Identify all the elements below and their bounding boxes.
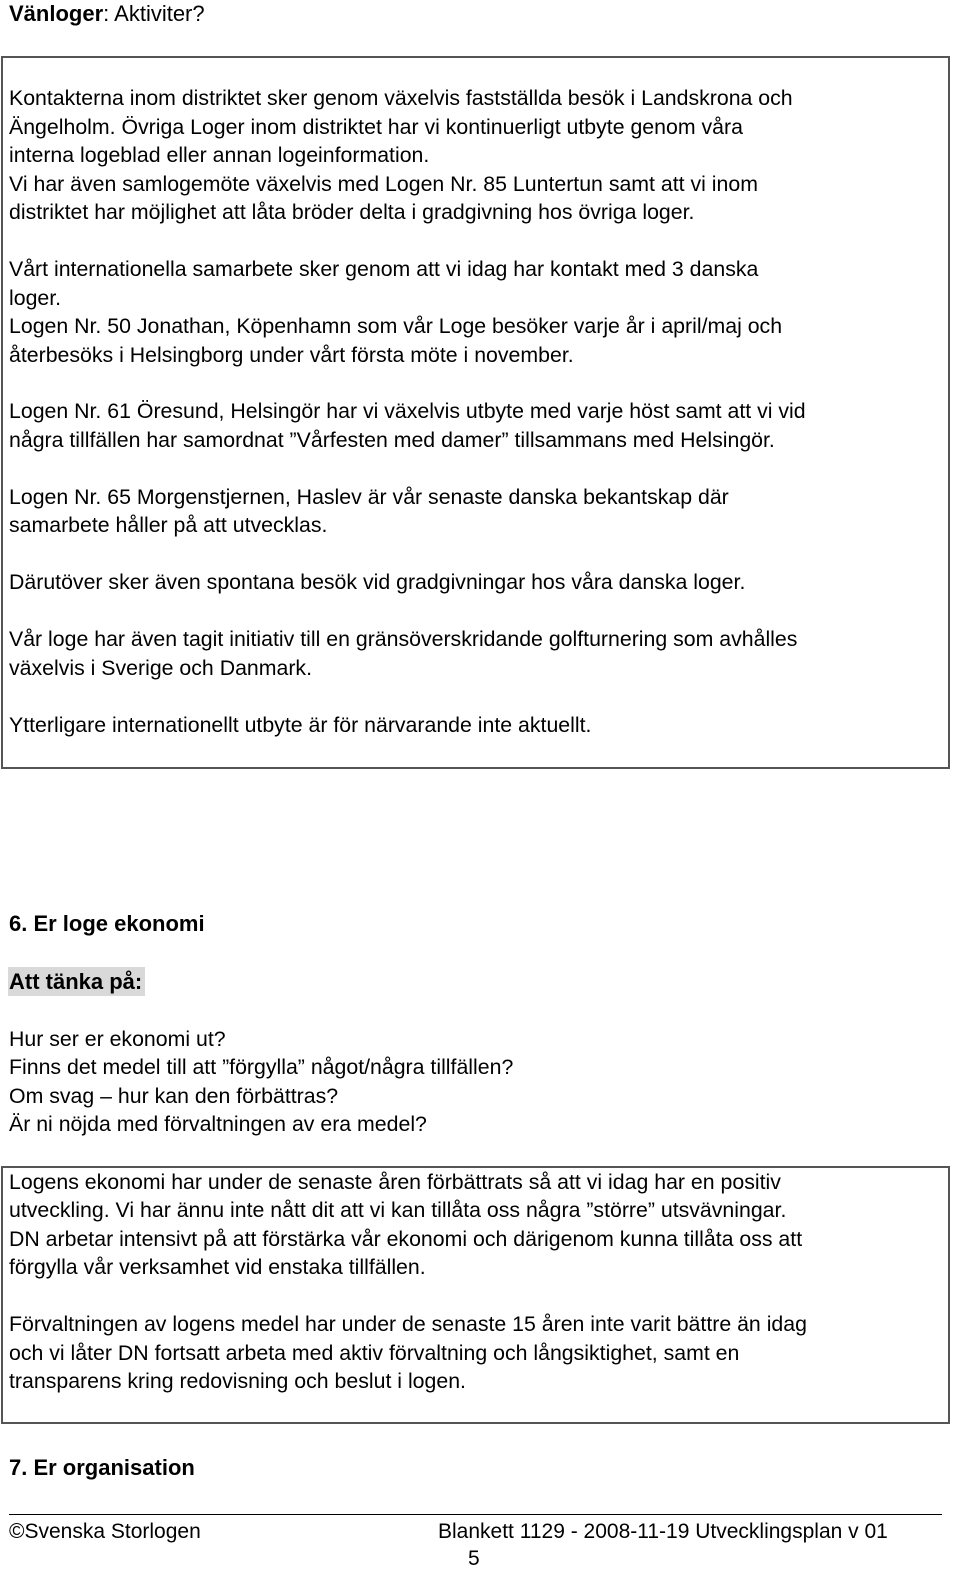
box1-line: Därutöver sker även spontana besök vid gradgivningar hos våra danska loger. (9, 570, 746, 594)
box1-line: Vi har även samlogemöte växelvis med Logen Nr. 85 Luntertun samt att vi inom (9, 172, 758, 196)
box1-line: Logen Nr. 65 Morgenstjernen, Haslev är vår senaste danska bekantskap där (9, 485, 729, 509)
box2-line: och vi låter DN fortsatt arbeta med aktiv förvaltning och långsiktighet, samt en (9, 1341, 740, 1365)
box2-line: Logens ekonomi har under de senaste åren förbättrats så att vi idag har en positiv (9, 1170, 781, 1194)
page-heading-bold: Vänloger (9, 1, 104, 26)
box1-line: Logen Nr. 50 Jonathan, Köpenhamn som vår Loge besöker varje år i april/maj och (9, 314, 783, 338)
box1-line: några tillfällen har samordnat ”Vårfesten med damer” tillsammans med Helsingör. (9, 428, 775, 452)
page-heading-rest: : Aktiviter? (103, 1, 205, 26)
footer-form-id: Blankett 1129 - 2008-11-19 Utvecklingsplan v 01 (438, 1520, 888, 1543)
question-item: Finns det medel till att ”förgylla” något/några tillfällen? (9, 1055, 514, 1079)
box1-line: Ängelholm. Övriga Loger inom distriktet har vi kontinuerligt utbyte genom våra (9, 115, 743, 139)
box1-line: loger. (9, 286, 62, 310)
box1-line: distriktet har möjlighet att låta bröder delta i gradgivning hos övriga loger. (9, 200, 695, 224)
think-about-label: Att tänka på: (8, 967, 145, 996)
footer-copyright: ©Svenska Storlogen (9, 1520, 201, 1543)
section-6-title: 6. Er loge ekonomi (9, 911, 205, 936)
box1-line: Vår loge har även tagit initiativ till en gränsöverskridande golfturnering som avhålles (9, 627, 798, 651)
box1-line: Kontakterna inom distriktet sker genom växelvis fastställda besök i Landskrona och (9, 86, 793, 110)
question-item: Är ni nöjda med förvaltningen av era medel? (9, 1112, 427, 1136)
box1-line: Vårt internationella samarbete sker genom att vi idag har kontakt med 3 danska (9, 257, 759, 281)
page-heading (9, 0, 205, 28)
box2-line: DN arbetar intensivt på att förstärka vår ekonomi och därigenom kunna tillåta oss att (9, 1227, 803, 1251)
box2-line: utveckling. Vi har ännu inte nått dit att vi kan tillåta oss några ”större” utsvävningar. (9, 1198, 787, 1222)
footer-divider (9, 1514, 942, 1515)
box1-line: Logen Nr. 61 Öresund, Helsingör har vi växelvis utbyte med varje höst samt att vi vid (9, 399, 806, 423)
section-7-title: 7. Er organisation (9, 1455, 195, 1480)
box1-line: återbesöks i Helsingborg under vårt första möte i november. (9, 343, 574, 367)
box1-line: växelvis i Sverige och Danmark. (9, 656, 313, 680)
box1-line: interna logeblad eller annan logeinformation. (9, 143, 430, 167)
question-item: Hur ser er ekonomi ut? (9, 1027, 226, 1051)
page-number: 5 (468, 1547, 480, 1570)
box1-line: Ytterligare internationellt utbyte är för närvarande inte aktuellt. (9, 713, 592, 737)
box2-line: transparens kring redovisning och beslut i logen. (9, 1369, 466, 1393)
question-item: Om svag – hur kan den förbättras? (9, 1084, 339, 1108)
box1-line: samarbete håller på att utvecklas. (9, 513, 328, 537)
box2-line: förgylla vår verksamhet vid enstaka tillfällen. (9, 1255, 426, 1279)
box2-line: Förvaltningen av logens medel har under de senaste 15 åren inte varit bättre än idag (9, 1312, 807, 1336)
